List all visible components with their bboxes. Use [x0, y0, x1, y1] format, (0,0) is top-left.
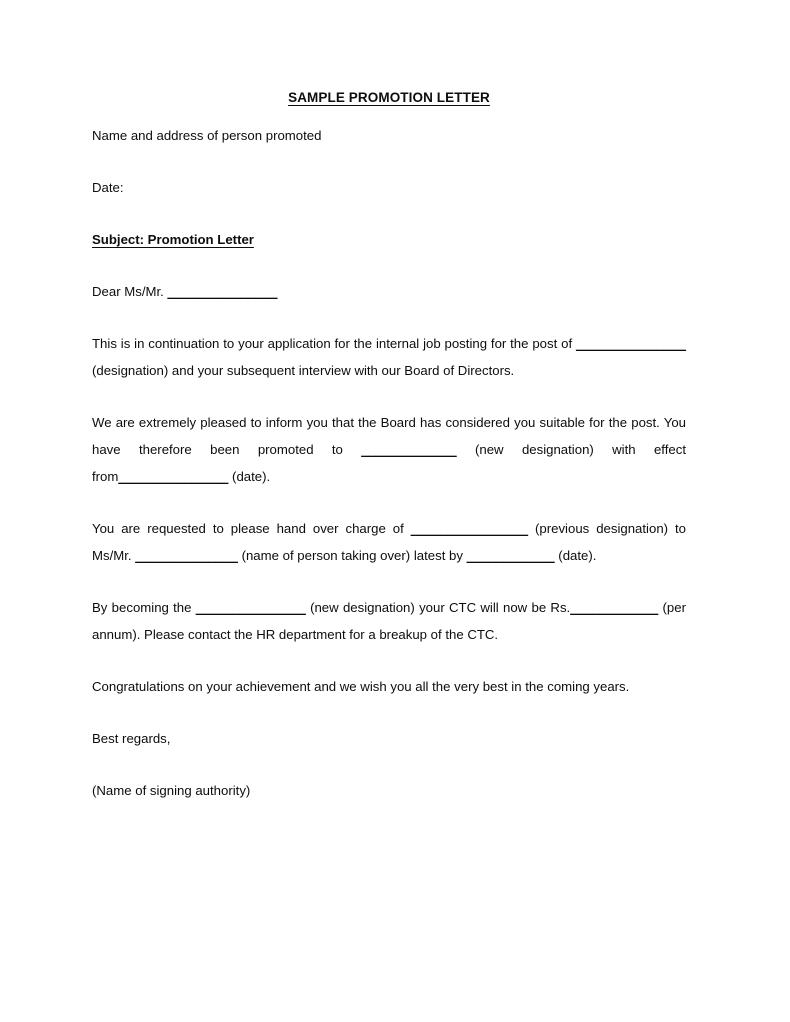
paragraph-ctc: [92, 594, 686, 648]
effective-date-blank[interactable]: _______________: [118, 469, 229, 484]
paragraph-3-text-a: You are requested to please hand over charge of: [92, 521, 411, 536]
paragraph-2-text-c: (date).: [228, 469, 271, 484]
spacer-after-closing: [92, 752, 686, 777]
page-title-text: SAMPLE PROMOTION LETTER: [288, 90, 490, 105]
paragraph-2-text-b: (new designation) with effect from: [92, 442, 686, 484]
spacer-after-salutation: [92, 305, 686, 330]
spacer-after-subject: [92, 253, 686, 278]
subject-line: Subject: Promotion Letter: [92, 232, 254, 247]
letter-body: [92, 88, 686, 804]
paragraph-3-text-c: (name of person taking over) latest by: [237, 548, 467, 563]
spacer-after-paragraph-4: [92, 648, 686, 673]
paragraph-4-text-b: (new designation) your CTC will now be Rs.: [305, 600, 571, 615]
ctc-amount-blank[interactable]: ____________: [570, 600, 659, 615]
handover-date-blank[interactable]: ____________: [466, 548, 555, 563]
recipient-line: Name and address of person promoted: [92, 128, 322, 143]
spacer-after-paragraph-3: [92, 569, 686, 594]
paragraph-3-text-d: (date).: [554, 548, 597, 563]
paragraph-2-text-a: We are extremely pleased to inform you that the Board has considered you suitable for the post. You have therefore been promoted to: [92, 415, 686, 457]
salutation-line: [92, 278, 686, 305]
paragraph-continuation: [92, 330, 686, 384]
paragraph-3-text-b: (previous designation) to Ms/Mr.: [92, 521, 686, 563]
paragraph-4-text-a: By becoming the: [92, 600, 196, 615]
spacer-after-date: [92, 201, 686, 226]
paragraph-4-text-c: (per annum). Please contact the HR department for a breakup of the CTC.: [92, 600, 686, 642]
salutation-blank[interactable]: _______________: [167, 284, 278, 299]
paragraph-congratulations: Congratulations on your achievement and we wish you all the very best in the coming years.: [92, 679, 630, 694]
spacer-after-paragraph-2: [92, 490, 686, 515]
spacer-after-paragraph-5: [92, 700, 686, 725]
previous-designation-blank[interactable]: ________________: [410, 521, 529, 536]
paragraph-1-text-b: (designation) and your subsequent interview with our Board of Directors.: [92, 363, 515, 378]
date-label: Date:: [92, 180, 124, 195]
spacer-after-recipient: [92, 149, 686, 174]
signature-line: (Name of signing authority): [92, 783, 251, 798]
ctc-designation-blank[interactable]: _______________: [195, 600, 306, 615]
spacer-after-paragraph-1: [92, 384, 686, 409]
paragraph-1-text-a: This is in continuation to your application for the internal job posting for the post of: [92, 336, 576, 351]
successor-name-blank[interactable]: ______________: [135, 548, 238, 563]
new-designation-blank[interactable]: _____________: [361, 442, 457, 457]
salutation-text: Dear Ms/Mr.: [92, 284, 168, 299]
paragraph-promotion: [92, 409, 686, 490]
designation-blank[interactable]: _______________: [575, 336, 686, 351]
paragraph-handover: [92, 515, 686, 569]
page-title: [92, 88, 686, 108]
subject-line-wrapper: [92, 226, 686, 253]
closing-line: Best regards,: [92, 731, 171, 746]
